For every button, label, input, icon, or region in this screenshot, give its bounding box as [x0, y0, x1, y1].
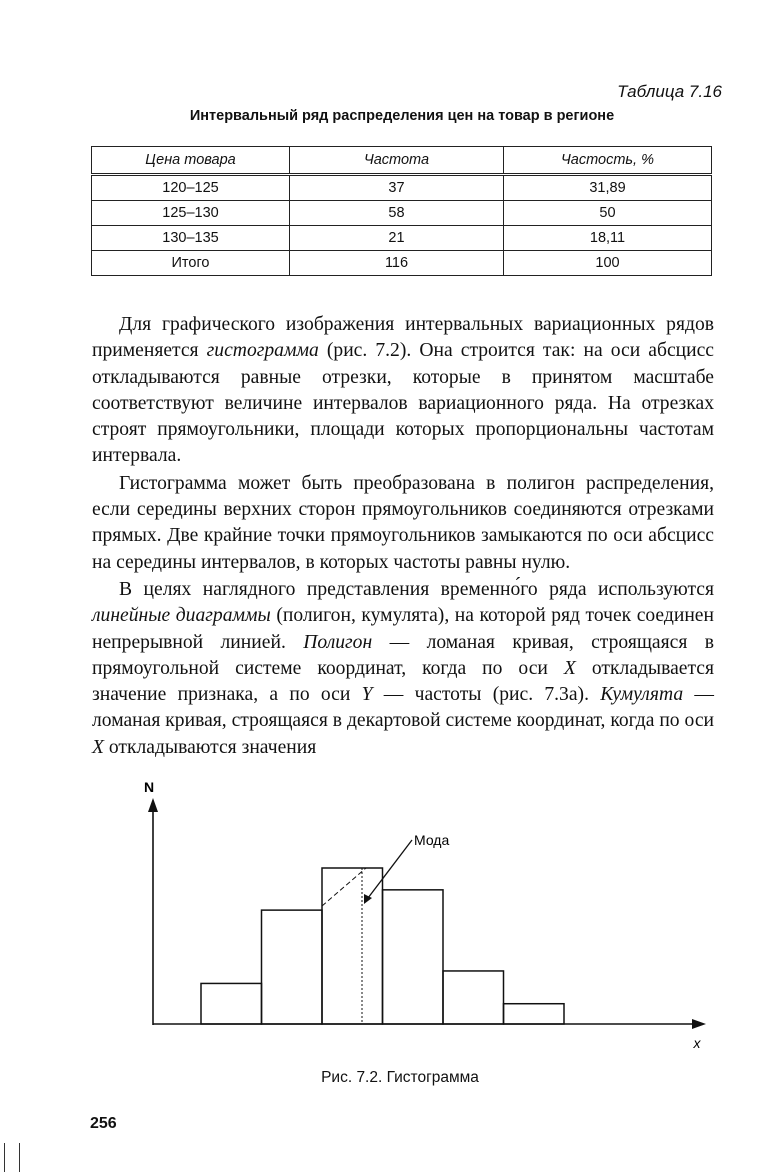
term-polygon: Полигон [303, 631, 373, 653]
histogram-figure [0, 770, 780, 1060]
histogram-bar-2 [262, 910, 323, 1024]
table-cell: 120–125 [92, 175, 290, 201]
header-price: Цена товара [92, 147, 290, 175]
table-cell: 100 [504, 251, 712, 276]
table-cell: 31,89 [504, 175, 712, 201]
table-cell: 130–135 [92, 226, 290, 251]
table-number: Таблица 7.16 [617, 82, 722, 101]
histogram-bar-6 [504, 1004, 565, 1024]
table-cell: 21 [290, 226, 504, 251]
table-cell: 125–130 [92, 201, 290, 226]
table-title: Интервальный ряд распределения цен на товар в регионе [189, 108, 615, 124]
header-relative-frequency: Частость, % [504, 147, 712, 175]
figure-caption: Рис. 7.2. Гистограмма [321, 1069, 479, 1086]
body-text [92, 312, 714, 761]
page-edge-mark [4, 1143, 20, 1172]
table-cell: 50 [504, 201, 712, 226]
table-cell: Итого [92, 251, 290, 276]
y-axis-arrow [148, 798, 158, 812]
table-cell: 37 [290, 175, 504, 201]
paragraph-2: Гистограмма может быть преобразована в полигон распределения, если середины верхних сторон прямоугольников соединяются отрезками прямых. Две крайние точки прямоугольников замыкаются по оси абсцисс на середины интервалов, в которых частоты равны нулю. [92, 472, 714, 573]
table-row [92, 201, 712, 226]
paragraph-1: Для графического изображения интервальных вариационных рядов применяется гистограмма (рис. 7.2). Она строится так: на оси абсцисс откладываются равные отрезки, которые в принятом масштабе соответствуют величине интервалов вариационного ряда. На отрезках строят прямоугольники, площади которых пропорциональны частотам интервала. [92, 314, 715, 467]
mode-dashed-line [322, 868, 366, 906]
table-total-row [92, 251, 712, 276]
page-number: 256 [90, 1115, 117, 1132]
x-axis-label: x [693, 1035, 701, 1051]
table-row [92, 175, 712, 201]
histogram-bars [201, 868, 564, 1024]
mode-pointer-arrowhead [364, 894, 372, 904]
table-cell: 18,11 [504, 226, 712, 251]
table-cell: 116 [290, 251, 504, 276]
x-axis-arrow [692, 1019, 706, 1029]
mode-label: Мода [414, 832, 450, 848]
histogram-bar-4 [383, 890, 444, 1024]
header-frequency: Частота [290, 147, 504, 175]
table-cell: 58 [290, 201, 504, 226]
paragraph-3: В целях наглядного представления временно́го ряда используются линейные диаграммы (полигон, кумулята), на которой ряд точек соединен непрерывной линией. Полигон — ломаная кривая, строящаяся в прямоугольной системе координат, когда по оси X откладывается значение признака, а по оси Y — частоты (рис. 7.3а). Кумулята — ломаная кривая, строящаяся в декартовой системе координат, когда по оси X откладываются значения [92, 578, 714, 758]
histogram-bar-5 [443, 971, 504, 1024]
table-header-row [92, 147, 712, 175]
histogram-bar-1 [201, 983, 262, 1024]
price-distribution-table [91, 146, 712, 276]
table-row [92, 226, 712, 251]
term-cumulate: Кумулята [600, 684, 684, 706]
term-line-charts: линейные диаграммы [92, 605, 271, 627]
y-axis-label: N [143, 779, 155, 795]
term-histogram: гистограмма [206, 340, 319, 362]
